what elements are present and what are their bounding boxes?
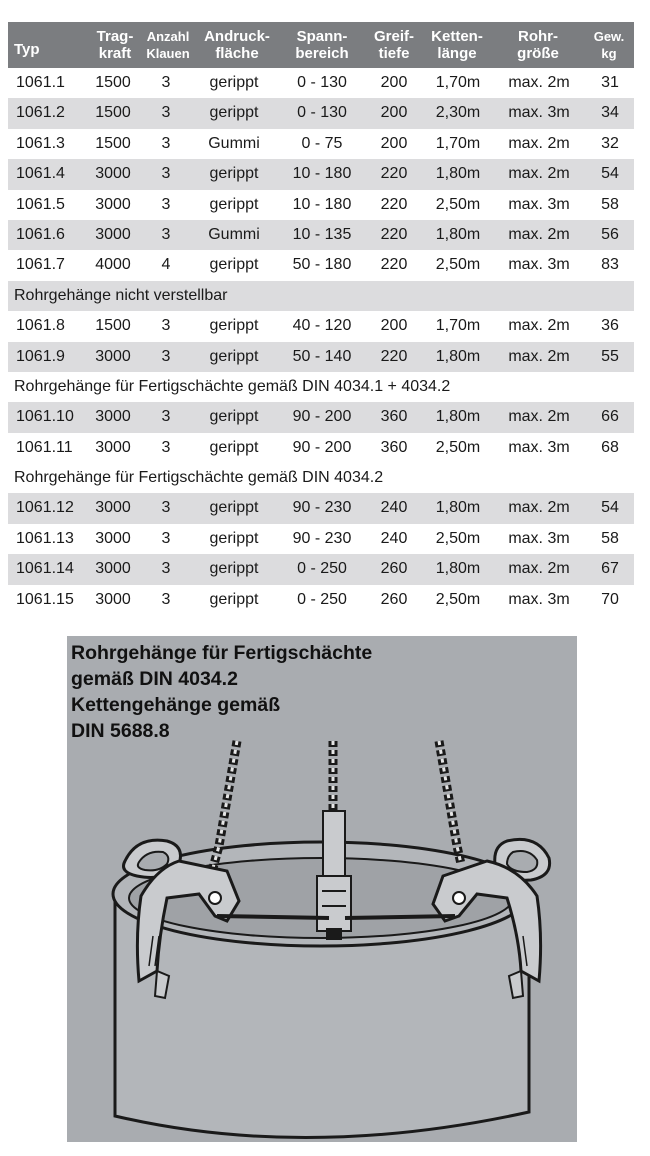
table-cell: 3 <box>161 104 171 122</box>
table-row <box>8 98 634 128</box>
column-header <box>370 28 418 62</box>
table-cell: 31 <box>601 74 619 91</box>
table-cell: 70 <box>601 590 619 608</box>
table-cell: 3 <box>161 347 171 365</box>
table-cell: 40 - 120 <box>292 317 352 335</box>
table-cell: 1500 <box>95 104 131 122</box>
table-cell: Gummi <box>208 225 260 243</box>
column-header-line: fläche <box>215 45 259 62</box>
table-cell: 1,70m <box>435 317 481 335</box>
table-cell: 3000 <box>95 408 131 426</box>
table-cell: 3 <box>161 438 171 456</box>
table-cell: 1061.1 <box>16 74 65 91</box>
table-cell: 10 - 135 <box>292 225 352 243</box>
illustration-panel <box>67 636 577 1142</box>
table-cell: 2,50m <box>435 195 481 213</box>
table-cell: 1,80m <box>435 408 481 426</box>
column-header <box>196 28 278 62</box>
table-cell: gerippt <box>209 74 259 91</box>
table-cell: 200 <box>380 317 408 335</box>
table-cell: 4000 <box>95 256 131 274</box>
table-cell: 360 <box>380 438 408 456</box>
table-cell: gerippt <box>209 195 259 213</box>
table-row <box>8 554 634 584</box>
table-cell: 3000 <box>95 560 131 578</box>
table-cell: 3 <box>161 317 171 335</box>
table-cell: 1061.5 <box>16 195 65 213</box>
table-cell: 2,50m <box>435 438 481 456</box>
table-cell: 90 - 200 <box>292 408 352 426</box>
table-cell: 1061.13 <box>16 529 74 547</box>
table-row <box>8 493 634 523</box>
table-cell: 54 <box>601 165 619 183</box>
illustration-title-line: gemäß DIN 4034.2 <box>71 668 238 690</box>
table-cell: max. 3m <box>508 104 570 122</box>
table-cell: 1061.2 <box>16 104 65 122</box>
table-cell: 200 <box>380 74 408 91</box>
table-cell: 32 <box>601 134 619 152</box>
table-cell: 58 <box>601 529 619 547</box>
section-heading: Rohrgehänge nicht verstellbar <box>8 281 634 311</box>
column-header-line: Anzahl <box>146 29 190 44</box>
table-cell: 1,80m <box>435 225 481 243</box>
table-cell: 1061.6 <box>16 225 65 243</box>
illustration-title-line: DIN 5688.8 <box>71 720 170 742</box>
table-cell: 220 <box>380 347 408 365</box>
column-header-line: länge <box>437 45 477 62</box>
table-cell: 3 <box>161 74 171 91</box>
table-row <box>8 190 634 220</box>
column-header <box>422 28 492 62</box>
table-cell: 3000 <box>95 347 131 365</box>
table-cell: 1,80m <box>435 347 481 365</box>
table-cell: 220 <box>380 256 408 274</box>
table-cell: 1061.15 <box>16 590 74 608</box>
table-row <box>8 250 634 280</box>
column-header-line: Typ <box>14 41 40 58</box>
table-cell: 360 <box>380 408 408 426</box>
table-cell: max. 2m <box>508 408 570 426</box>
table-cell: gerippt <box>209 499 259 517</box>
table-cell: 3 <box>161 225 171 243</box>
table-cell: 3000 <box>95 529 131 547</box>
table-cell: 3 <box>161 560 171 578</box>
table-cell: max. 2m <box>508 74 570 91</box>
section-heading: Rohrgehänge für Fertigschächte gemäß DIN 4034.1 + 4034.2 <box>8 372 634 402</box>
table-cell: 3 <box>161 499 171 517</box>
table-cell: 3000 <box>95 225 131 243</box>
table-cell: 260 <box>380 560 408 578</box>
table-body <box>8 68 634 615</box>
table-cell: 58 <box>601 195 619 213</box>
table-cell: 3 <box>161 529 171 547</box>
table-cell: 220 <box>380 225 408 243</box>
table-cell: gerippt <box>209 317 259 335</box>
table-cell: 3 <box>161 165 171 183</box>
table-cell: 3 <box>161 590 171 608</box>
table-cell: 200 <box>380 104 408 122</box>
column-header-line: kg <box>601 46 617 61</box>
table-row <box>8 311 634 341</box>
column-header-line: Klauen <box>146 46 190 61</box>
table-row <box>8 68 634 98</box>
table-cell: 90 - 200 <box>292 438 352 456</box>
table-cell: 240 <box>380 529 408 547</box>
illustration-title <box>71 640 372 744</box>
table-cell: 66 <box>601 408 619 426</box>
table-cell: 3000 <box>95 165 131 183</box>
table-cell: max. 3m <box>508 529 570 547</box>
table-cell: max. 2m <box>508 225 570 243</box>
table-cell: 50 - 140 <box>292 347 352 365</box>
table-cell: 90 - 230 <box>292 499 352 517</box>
table-cell: 3 <box>161 195 171 213</box>
column-header-line: Greif- <box>373 28 414 45</box>
table-cell: 1061.11 <box>16 438 73 456</box>
table-cell: 1061.9 <box>16 347 65 365</box>
table-header <box>8 22 634 68</box>
table-cell: 10 - 180 <box>292 165 352 183</box>
table-cell: 1061.14 <box>16 560 74 578</box>
column-header-line: Gew. <box>593 29 625 44</box>
column-header-line: Andruck- <box>204 28 270 45</box>
table-cell: 1061.4 <box>16 165 65 183</box>
table-cell: 260 <box>380 590 408 608</box>
table-cell: 1,80m <box>435 499 481 517</box>
table-cell: 200 <box>380 134 408 152</box>
table-cell: 2,50m <box>435 590 481 608</box>
column-header <box>498 28 578 62</box>
table-cell: 1061.3 <box>16 134 65 152</box>
table-cell: max. 3m <box>508 195 570 213</box>
table-cell: 50 - 180 <box>292 256 352 274</box>
column-header-line: kraft <box>98 45 132 62</box>
table-cell: 0 - 130 <box>297 74 347 91</box>
table-cell: 2,50m <box>435 529 481 547</box>
table-cell: 0 - 250 <box>297 560 347 578</box>
table-cell: gerippt <box>209 590 259 608</box>
table-cell: 54 <box>601 499 619 517</box>
table-cell: 1,80m <box>435 560 481 578</box>
table-cell: gerippt <box>209 165 259 183</box>
table-cell: 1,70m <box>435 74 481 91</box>
column-header-line: tiefe <box>378 45 410 62</box>
table-cell: 1,70m <box>435 134 481 152</box>
table-cell: max. 2m <box>508 165 570 183</box>
table-cell: max. 2m <box>508 499 570 517</box>
table-cell: 1061.10 <box>16 408 74 426</box>
column-header <box>142 28 194 62</box>
table-cell: gerippt <box>209 256 259 274</box>
table-cell: 3 <box>161 408 171 426</box>
column-header-line: Ketten- <box>431 28 483 45</box>
table-row <box>8 159 634 189</box>
table-cell: 55 <box>601 347 619 365</box>
table-row <box>8 129 634 159</box>
column-header-line: bereich <box>295 45 349 62</box>
table-cell: 56 <box>601 225 619 243</box>
table-cell: 0 - 250 <box>297 590 347 608</box>
table-cell: 36 <box>601 317 619 335</box>
table-cell: gerippt <box>209 438 259 456</box>
column-header-line: Spann- <box>296 28 348 45</box>
table-row <box>8 342 634 372</box>
table-row <box>8 585 634 615</box>
table-cell: 220 <box>380 165 408 183</box>
table-row <box>8 402 634 432</box>
table-cell: 0 - 130 <box>297 104 347 122</box>
table-cell: max. 2m <box>508 134 570 152</box>
table-cell: 34 <box>601 104 619 122</box>
column-header <box>588 28 630 62</box>
table-cell: 1500 <box>95 317 131 335</box>
table-cell: 240 <box>380 499 408 517</box>
column-header-line: größe <box>517 45 559 62</box>
table-cell: 3000 <box>95 438 131 456</box>
illustration-title-line: Rohrgehänge für Fertigschächte <box>71 642 373 664</box>
table-cell: 10 - 180 <box>292 195 352 213</box>
table-cell: 3000 <box>95 195 131 213</box>
table-cell: 90 - 230 <box>292 529 352 547</box>
table-cell: 3000 <box>95 499 131 517</box>
table-cell: Gummi <box>208 134 260 152</box>
table-cell: 1061.7 <box>16 256 65 274</box>
table-cell: 1500 <box>95 134 131 152</box>
column-header-line: Trag- <box>96 28 134 45</box>
table-cell: 67 <box>601 560 619 578</box>
table-cell: max. 3m <box>508 590 570 608</box>
table-cell: 2,30m <box>435 104 481 122</box>
spec-table <box>8 22 634 615</box>
table-cell: 0 - 75 <box>301 134 343 152</box>
table-cell: 3000 <box>95 590 131 608</box>
table-cell: max. 3m <box>508 438 570 456</box>
illustration-title-line: Kettengehänge gemäß <box>71 694 281 716</box>
section-heading: Rohrgehänge für Fertigschächte gemäß DIN 4034.2 <box>8 463 634 493</box>
column-header <box>280 28 364 62</box>
table-cell: gerippt <box>209 408 259 426</box>
table-row <box>8 220 634 250</box>
table-cell: gerippt <box>209 104 259 122</box>
table-cell: gerippt <box>209 560 259 578</box>
table-cell: gerippt <box>209 529 259 547</box>
table-cell: 1061.8 <box>16 317 65 335</box>
table-cell: 1061.12 <box>16 499 74 517</box>
table-cell: max. 2m <box>508 347 570 365</box>
table-cell: max. 3m <box>508 256 570 274</box>
table-cell: 1,80m <box>435 165 481 183</box>
table-cell: max. 2m <box>508 560 570 578</box>
table-cell: 2,50m <box>435 256 481 274</box>
table-cell: 4 <box>161 256 171 274</box>
table-row <box>8 524 634 554</box>
table-row <box>8 433 634 463</box>
column-header-line: Rohr- <box>518 28 558 45</box>
column-header <box>90 28 140 62</box>
table-cell: 220 <box>380 195 408 213</box>
table-cell: 1500 <box>95 74 131 91</box>
table-cell: 3 <box>161 134 171 152</box>
column-header <box>14 41 40 58</box>
table-cell: gerippt <box>209 347 259 365</box>
table-cell: max. 2m <box>508 317 570 335</box>
table-cell: 83 <box>601 256 619 274</box>
table-cell: 68 <box>601 438 619 456</box>
